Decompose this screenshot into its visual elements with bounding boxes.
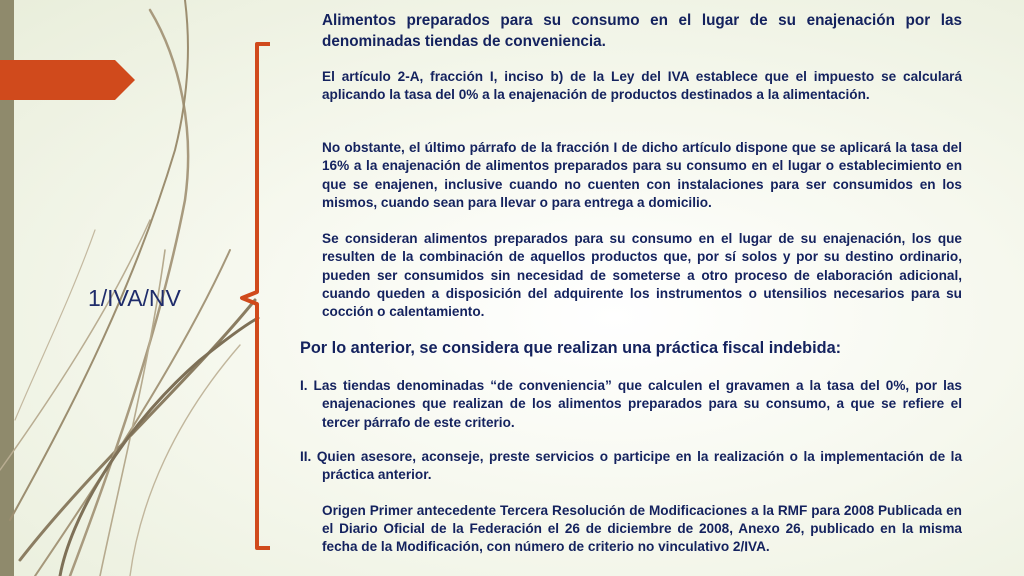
paragraph-tasa-dieciseis: No obstante, el último párrafo de la fracción I de dicho artículo dispone que se aplicará la tasa del 16% a la enajenación de alimentos preparados para su consumo en el lugar o establecimiento en que se enajenen, inclusive cuando no cuenten con instalaciones para ser consumidos en los mismos, cuando sean para llevar o para entrega a domicilio. bbox=[322, 140, 962, 210]
origin-note: Origen Primer antecedente Tercera Resolución de Modificaciones a la RMF para 2008 Publicada en el Diario Oficial de la Federación el 26 de diciembre de 2008, Anexo 26, publicado en la misma fecha de la Modificación, con número de criterio no vinculativo 2/IVA. bbox=[322, 503, 962, 555]
list-item-2: II. Quien asesore, aconseje, preste servicios o participe en la realización o la implementación de la práctica anterior. bbox=[300, 449, 962, 483]
heading: Alimentos preparados para su consumo en el lugar de su enajenación por las denominadas tiendas de conveniencia. bbox=[322, 12, 962, 50]
paragraph-definicion: Se consideran alimentos preparados para su consumo en el lugar de su enajenación, los que resulten de la combinación de aquellos productos que, por sí solos y por su destino ordinario, pueden ser consumidos sin necesidad de someterse a otro proceso de elaboración adicional, cuando queden a disposición del adquirente los instrumentos o utensilios necesarios para su cocción o calentamiento. bbox=[322, 231, 962, 320]
subheading-practica-indebida: Por lo anterior, se considera que realizan una práctica fiscal indebida: bbox=[300, 339, 842, 357]
list-item-1: I. Las tiendas denominadas “de conveniencia” que calculen el gravamen a la tasa del 0%, por las enajenaciones que realizan de los alimentos preparados para su consumo, a que se refiere el tercer párrafo de este criterio. bbox=[300, 378, 962, 430]
paragraph-tasa-cero: El artículo 2-A, fracción I, inciso b) de la Ley del IVA establece que el impuesto se calculará aplicando la tasa del 0% a la enajenación de productos destinados a la alimentación. bbox=[322, 69, 962, 103]
left-brace bbox=[238, 40, 278, 552]
criterion-code-label: 1/IVA/NV bbox=[88, 285, 181, 311]
